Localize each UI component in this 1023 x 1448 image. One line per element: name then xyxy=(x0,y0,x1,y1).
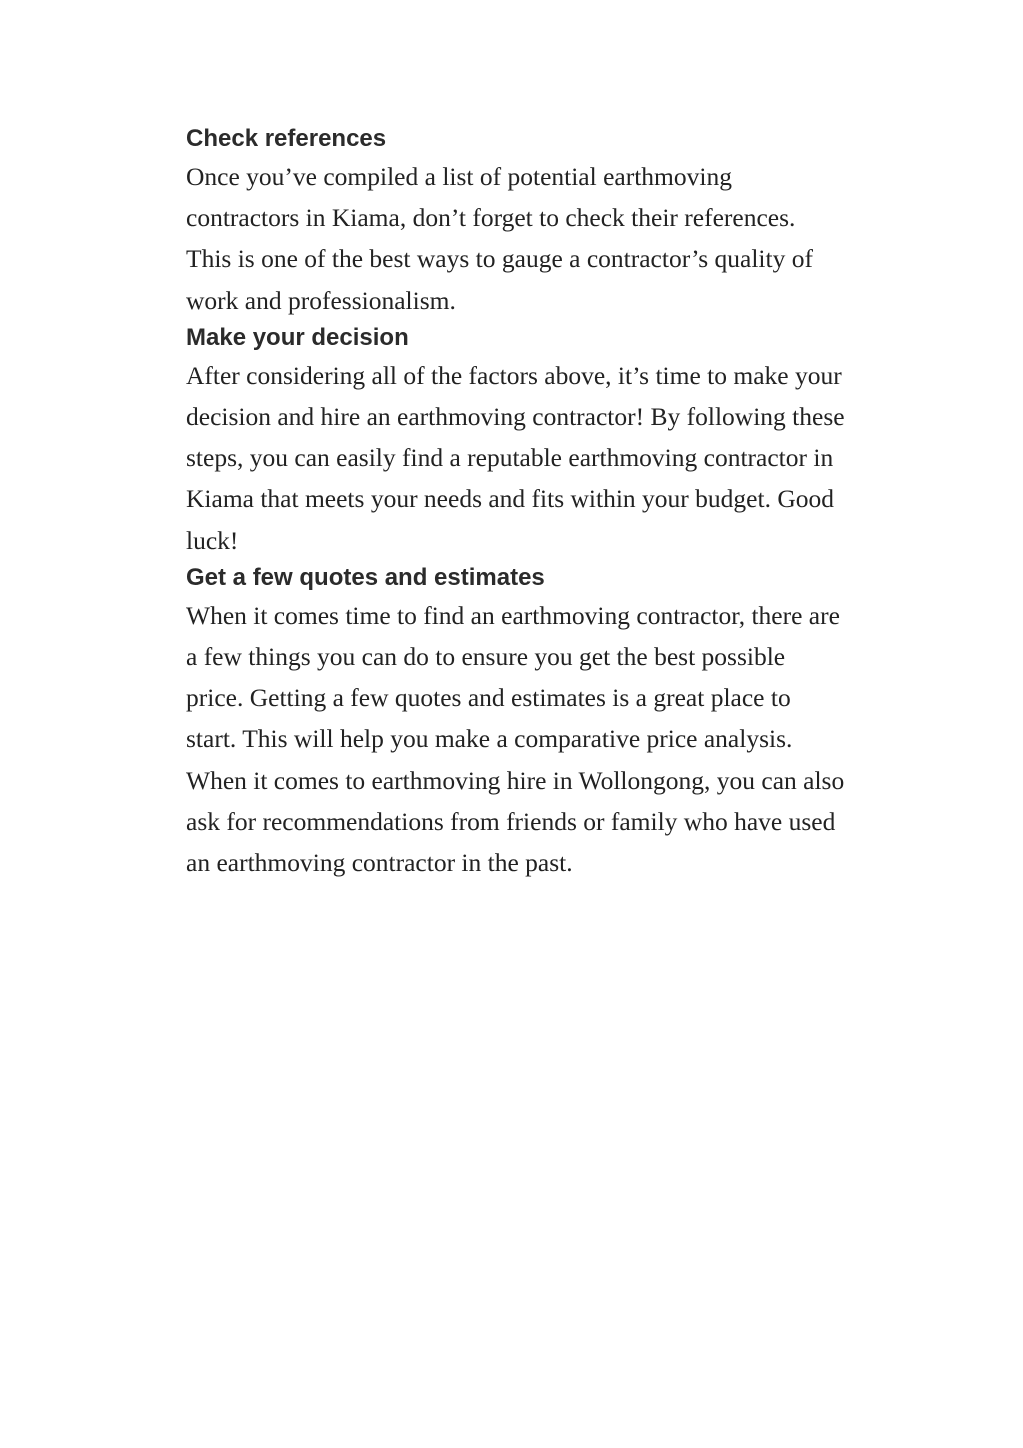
section-heading-make-your-decision: Make your decision xyxy=(186,323,409,351)
section-paragraph-check-references: Once you’ve compiled a list of potential earthmoving contractors in Kiama, don’t forget to check their references. This is one of the best ways to gauge a contractor’s quality of work and professionalism. xyxy=(186,162,813,315)
section-paragraph-get-quotes: When it comes time to find an earthmoving contractor, there are a few things you can do to ensure you get the best possible price. Getting a few quotes and estimates is a great place to start. This will help you make a comparative price analysis. When it comes to earthmoving hire in Wollongong, you can also ask for recommendations from friends or family who have used an earthmoving contractor in the past. xyxy=(186,600,845,878)
article-content xyxy=(186,122,846,883)
section-heading-get-quotes: Get a few quotes and estimates xyxy=(186,563,545,591)
section-paragraph-make-your-decision: After considering all of the factors above, it’s time to make your decision and hire an earthmoving contractor! By following these steps, you can easily find a reputable earthmoving contractor in Kiama that meets your needs and fits within your budget. Good luck! xyxy=(186,360,845,555)
section-heading-check-references: Check references xyxy=(186,125,387,152)
